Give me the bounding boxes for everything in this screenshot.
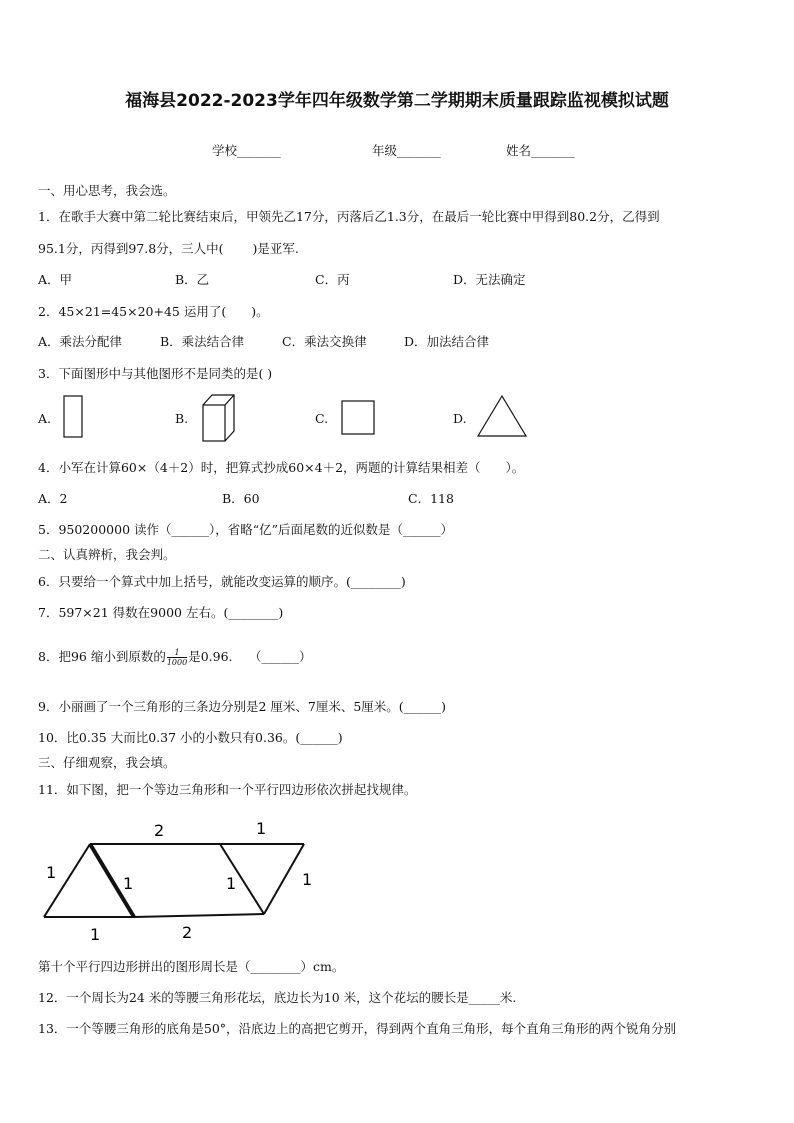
name-field[interactable]: 姓名_______ — [506, 143, 575, 158]
q11-label-bottom-left: 1 — [90, 925, 101, 944]
question-10: 10．比0.35 大而比0.37 小的小数只有0.36。(______) — [38, 730, 343, 745]
grade-field[interactable]: 年级_______ — [372, 143, 441, 158]
q3-triangle-shape — [476, 394, 528, 438]
question-11: 11．如下图，把一个等边三角形和一个平行四边形依次拼起找规律。 — [38, 782, 417, 797]
q2-option-b[interactable]: B．乘法结合律 — [160, 334, 245, 349]
q3-option-c[interactable]: C. — [315, 411, 329, 426]
question-12: 12．一个周长为24 米的等腰三角形花坛，底边长为10 米，这个花坛的腰长是_____米. — [38, 990, 517, 1005]
question-13: 13．一个等腰三角形的底角是50°，沿底边上的高把它剪开，得到两个直角三角形，每个直角三角形的两个锐角分别 — [38, 1021, 677, 1036]
q8-fraction-numerator: 1 — [167, 648, 187, 658]
page-title: 福海县2022-2023学年四年级数学第二学期期末质量跟踪监视模拟试题 — [125, 91, 669, 111]
q1-option-b[interactable]: B．乙 — [175, 272, 210, 287]
question-7: 7．597×21 得数在9000 左右。(________) — [38, 605, 284, 620]
q8-fraction-denominator: 1000 — [166, 658, 188, 667]
q4-option-a[interactable]: A．2 — [38, 491, 68, 506]
q1-option-a[interactable]: A．甲 — [38, 272, 73, 287]
q11-label-left-side: 1 — [46, 863, 57, 882]
q11-label-inner-left: 1 — [123, 874, 134, 893]
school-field[interactable]: 学校_______ — [212, 143, 281, 158]
q8-text-after: 是0.96. （______） — [188, 649, 312, 664]
q1-option-d[interactable]: D．无法确定 — [453, 272, 526, 287]
q11-label-inner-right: 1 — [226, 874, 237, 893]
q11-figure — [30, 812, 330, 947]
q3-cuboid-shape — [199, 392, 239, 444]
q11-label-top-middle: 2 — [154, 821, 165, 840]
section-2-heading: 二、认真辨析，我会判。 — [38, 547, 176, 562]
q2-option-a[interactable]: A．乘法分配律 — [38, 334, 123, 349]
q11-label-right-side: 1 — [302, 870, 313, 889]
q11-label-bottom-middle: 2 — [182, 923, 193, 942]
q3-option-d[interactable]: D. — [453, 411, 467, 426]
q3-rectangle-shape — [62, 395, 84, 439]
question-2: 2．45×21=45×20+45 运用了( )。 — [38, 304, 269, 319]
q3-square-shape — [340, 400, 376, 436]
q8-fraction — [167, 648, 187, 667]
question-3: 3．下面图形中与其他图形不是同类的是( ) — [38, 366, 273, 381]
question-1-line2: 95.1分，丙得到97.8分，三人中( )是亚军. — [38, 241, 299, 256]
section-1-heading: 一、用心思考，我会选。 — [38, 183, 176, 198]
question-11-blank: 第十个平行四边形拼出的图形周长是（________）cm。 — [38, 959, 345, 974]
question-5: 5．950200000 读作（______），省略“亿”后面尾数的近似数是（______） — [38, 522, 454, 537]
q4-option-c[interactable]: C．118 — [408, 491, 454, 506]
q4-option-b[interactable]: B．60 — [222, 491, 260, 506]
q11-label-top-right: 1 — [256, 819, 267, 838]
q1-option-c[interactable]: C．丙 — [315, 272, 350, 287]
q3-option-a[interactable]: A. — [38, 411, 52, 426]
section-3-heading: 三、仔细观察，我会填。 — [38, 755, 176, 770]
question-4: 4．小军在计算60×（4＋2）时，把算式抄成60×4＋2，两题的计算结果相差（ ）。 — [38, 460, 525, 475]
question-8 — [38, 647, 311, 667]
q3-option-b[interactable]: B. — [175, 411, 189, 426]
question-1-line1: 1．在歌手大赛中第二轮比赛结束后，甲领先乙17分，丙落后乙1.3分，在最后一轮比赛中甲得到80.2分，乙得到 — [38, 209, 660, 224]
question-9: 9．小丽画了一个三角形的三条边分别是2 厘米、7厘米、5厘米。(______) — [38, 699, 447, 714]
q2-option-c[interactable]: C．乘法交换律 — [282, 334, 367, 349]
q2-option-d[interactable]: D．加法结合律 — [404, 334, 490, 349]
q8-text-before: 8．把96 缩小到原数的 — [38, 649, 166, 664]
question-6: 6．只要给一个算式中加上括号，就能改变运算的顺序。(________) — [38, 574, 406, 589]
